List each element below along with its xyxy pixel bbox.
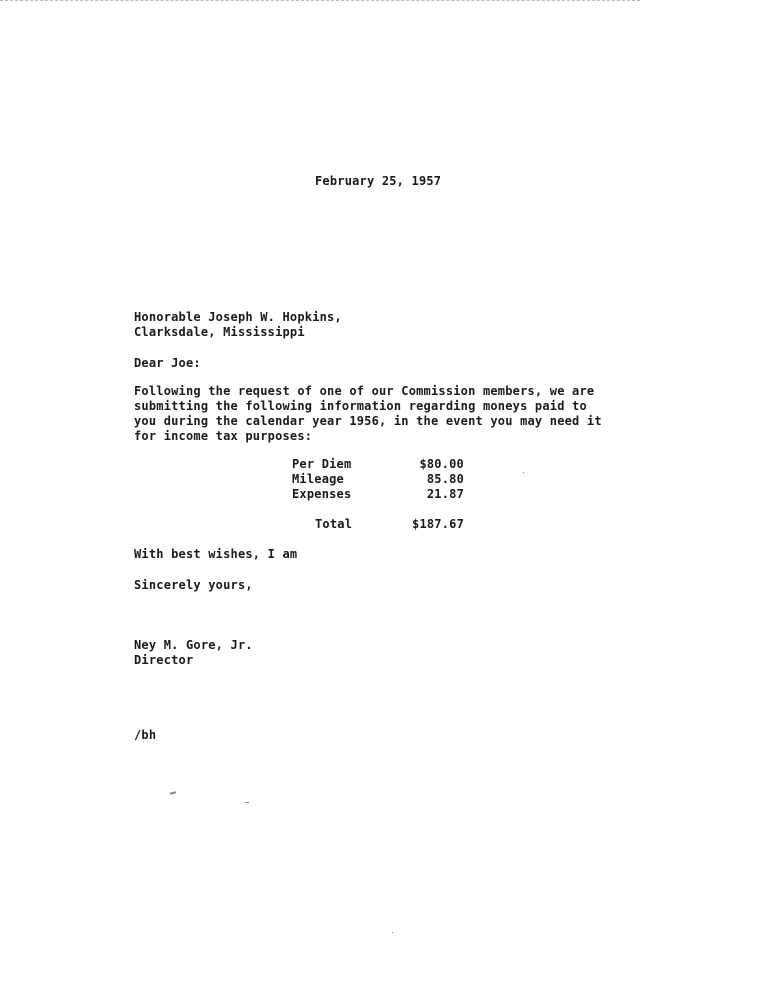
scan-speck [170, 791, 176, 794]
signer-title: Director [134, 653, 194, 667]
body-line: you during the calendar year 1956, in the event you may need it [134, 414, 602, 428]
closing-remark: With best wishes, I am [134, 547, 298, 561]
body-line: Following the request of one of our Commission members, we are [134, 384, 595, 398]
closing: Sincerely yours, [134, 578, 253, 592]
expense-amount-expenses: 21.87 [426, 487, 464, 501]
body-line: for income tax purposes: [134, 429, 313, 443]
expense-amount-per-diem: $80.00 [419, 457, 464, 471]
expense-label-expenses: Expenses [292, 487, 352, 501]
expense-label-per-diem: Per Diem [292, 457, 352, 471]
recipient-location: Clarksdale, Mississippi [134, 325, 305, 339]
reference-initials: /bh [134, 728, 157, 742]
letter-date: February 25, 1957 [315, 174, 442, 188]
recipient-name: Honorable Joseph W. Hopkins, [134, 310, 342, 324]
salutation: Dear Joe: [134, 356, 201, 370]
scan-speck [523, 472, 524, 473]
signer-name: Ney M. Gore, Jr. [134, 638, 253, 652]
expense-amount-mileage: 85.80 [426, 472, 464, 486]
total-label: Total [315, 517, 353, 531]
page-top-edge [0, 0, 640, 1]
body-line: submitting the following information regarding moneys paid to [134, 399, 587, 413]
expense-label-mileage: Mileage [292, 472, 344, 486]
scan-speck [245, 802, 249, 803]
total-amount: $187.67 [412, 517, 464, 531]
scan-speck [392, 932, 393, 933]
